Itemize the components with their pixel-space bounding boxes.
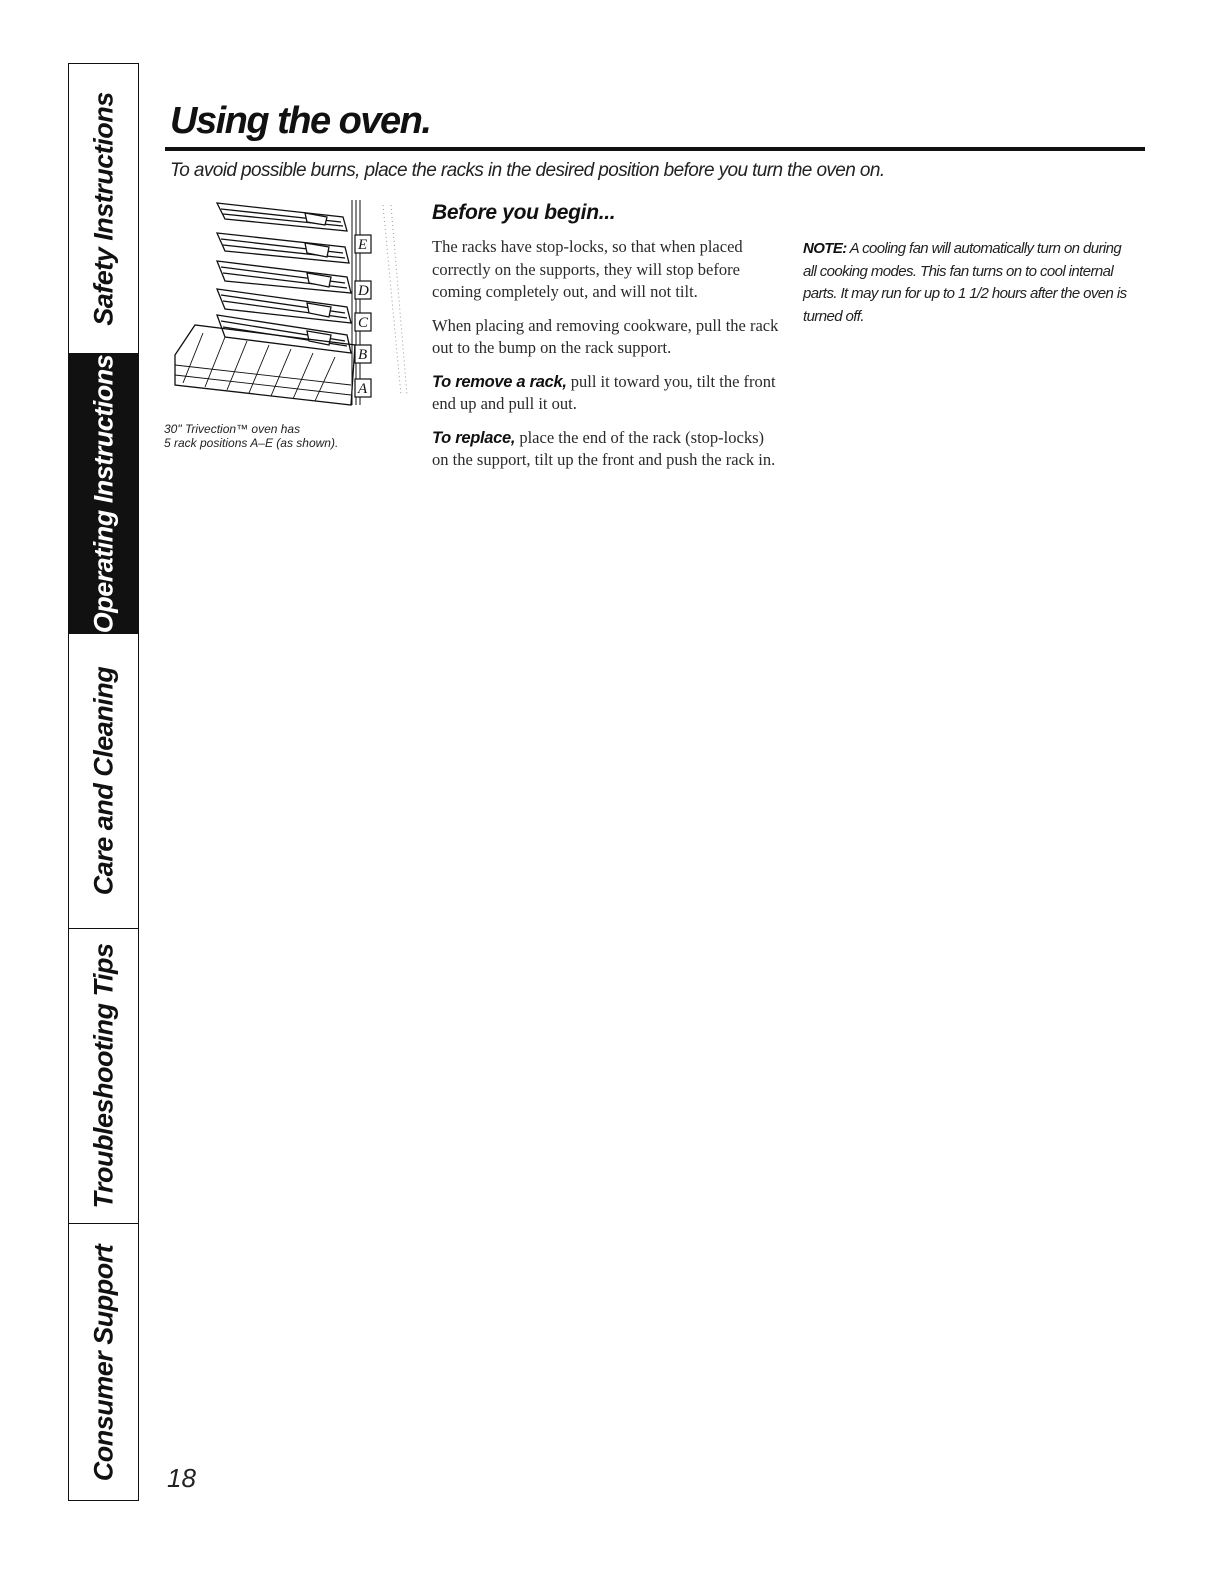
tab-consumer-support[interactable]: [69, 1224, 138, 1502]
side-tab-column: [68, 63, 139, 1501]
replace-rack-lead: To replace,: [432, 428, 516, 447]
tab-label: Consumer Support: [88, 1244, 118, 1482]
rack-label-a: A: [358, 381, 368, 397]
rack-label-c: C: [358, 315, 369, 331]
rack-shelf-c: [217, 261, 351, 293]
rack-label-e: E: [358, 237, 368, 253]
rack-label-d: D: [358, 283, 369, 299]
rack-label-b: B: [358, 347, 368, 363]
tab-label: Care and Cleaning: [88, 666, 118, 896]
paragraph-remove-rack: [432, 371, 784, 416]
caption-line: 5 rack positions A–E (as shown).: [164, 436, 339, 450]
tab-label: Operating Instructions: [88, 354, 118, 633]
remove-rack-text: pull it toward you, tilt the front end up and pull it out.: [432, 371, 776, 413]
note-label: NOTE:: [803, 240, 847, 257]
tab-label: Safety Instructions: [88, 91, 118, 326]
intro-text: To avoid possible burns, place the racks in the desired position before you turn the oven on.: [170, 160, 885, 181]
page-title: Using the oven.: [170, 100, 431, 142]
tab-troubleshooting-tips[interactable]: [69, 929, 138, 1224]
cooling-fan-note: [803, 238, 1133, 328]
paragraph-stop-locks: The racks have stop-locks, so that when placed correctly on the supports, they will stop before coming completely out, and will not tilt.: [432, 237, 743, 301]
paragraph-placing-cookware: When placing and removing cookware, pull the rack out to the bump on the rack support.: [432, 315, 779, 357]
rack-shelf-e: [217, 203, 347, 231]
rack-shelf-d: [217, 233, 349, 263]
oven-rack-illustration: [165, 195, 410, 420]
remove-rack-lead: To remove a rack,: [432, 372, 567, 391]
section-heading: Before you begin...: [432, 201, 616, 224]
tab-care-and-cleaning[interactable]: [69, 634, 138, 929]
tab-label: Troubleshooting Tips: [88, 943, 118, 1209]
title-rule: [165, 147, 1145, 151]
instructions-column: [432, 236, 784, 483]
tab-operating-instructions[interactable]: [69, 354, 138, 634]
caption-line: 30" Trivection™ oven has: [164, 422, 301, 436]
page-number: 18: [167, 1463, 196, 1493]
replace-rack-text: place the end of the rack (stop-locks) on the support, tilt up the front and push the rack in.: [432, 427, 776, 469]
tab-safety-instructions[interactable]: [69, 64, 138, 354]
note-text: A cooling fan will automatically turn on during all cooking modes. This fan turns on to cool internal parts. It may run for up to 1 1/2 hours after the oven is turned off.: [803, 240, 1127, 325]
rack-shelf-a: [175, 315, 355, 405]
paragraph-replace-rack: [432, 427, 784, 472]
illustration-caption: [164, 422, 404, 450]
